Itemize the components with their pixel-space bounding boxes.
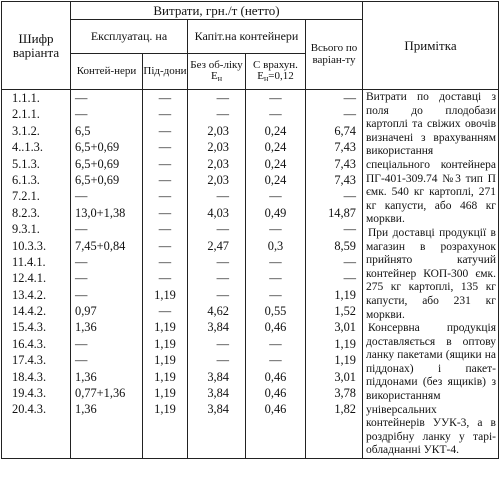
note-paragraph: Консервна продукція доставляється в оптову ланку пакетами (ящики на піддонах) і пакет-піддонами (без ящиків) з використанням універсальних контейнерів УУК-3, а в роздрібну ланку у тарі-обладнанні УКТ-4. bbox=[366, 322, 496, 457]
header-code: Шифр варіанта bbox=[2, 2, 71, 90]
cell-without: 2,03 bbox=[207, 156, 229, 171]
header-total: Всього по варіан-ту bbox=[306, 20, 363, 90]
cell-pallets: — bbox=[158, 254, 172, 269]
cell-pallets: 1,19 bbox=[154, 402, 176, 417]
cell-code: 15.4.3. bbox=[12, 320, 47, 335]
notes-cell bbox=[363, 90, 499, 459]
cell-without: — bbox=[216, 222, 229, 237]
cell-pallets: 1,19 bbox=[154, 369, 176, 384]
cell-total: 1,82 bbox=[334, 402, 356, 417]
col-code bbox=[2, 90, 71, 459]
cell-containers: 1,36 bbox=[75, 402, 97, 417]
cost-table bbox=[1, 1, 499, 459]
cell-with: 0,24 bbox=[264, 172, 287, 187]
cell-containers: 0,77+1,36 bbox=[75, 386, 126, 401]
col-capital-with bbox=[246, 90, 306, 459]
cell-without: — bbox=[216, 189, 229, 204]
cell-with: — bbox=[269, 107, 282, 122]
cell-without: — bbox=[216, 91, 229, 105]
cell-total: 3,01 bbox=[334, 320, 356, 335]
cell-with: — bbox=[269, 91, 282, 105]
capital-with-sub: н bbox=[263, 74, 269, 84]
cell-total: 3,01 bbox=[334, 369, 356, 384]
cell-pallets: 1,19 bbox=[154, 386, 176, 401]
cell-pallets: — bbox=[158, 189, 172, 204]
cell-code: 2.1.1. bbox=[12, 107, 40, 122]
cell-pallets: — bbox=[158, 123, 172, 138]
cell-with: 0,24 bbox=[264, 156, 287, 171]
cell-with: 0,49 bbox=[264, 205, 287, 220]
cell-with: 0,24 bbox=[264, 123, 287, 138]
cell-total: — bbox=[343, 222, 356, 237]
cell-total: — bbox=[343, 271, 356, 286]
cell-code: 20.4.3. bbox=[12, 402, 47, 417]
cell-with: 0,46 bbox=[264, 320, 287, 335]
cell-code: 1.1.1. bbox=[12, 91, 40, 105]
cell-containers: 13,0+1,38 bbox=[75, 205, 126, 220]
header-note: Примітка bbox=[363, 2, 499, 90]
cell-with: 0,24 bbox=[264, 140, 287, 155]
cell-total: 1,19 bbox=[334, 353, 356, 368]
cell-with: 0,46 bbox=[264, 369, 287, 384]
cell-code: 18.4.3. bbox=[12, 369, 47, 384]
cell-without: — bbox=[216, 254, 229, 269]
cell-containers: — bbox=[75, 189, 88, 204]
header-capital: Капіт.на контейнери bbox=[188, 20, 306, 54]
cell-without: — bbox=[216, 336, 229, 351]
cell-total: 1,19 bbox=[334, 287, 356, 302]
cell-containers: — bbox=[75, 254, 88, 269]
cell-without: 4,62 bbox=[207, 304, 229, 319]
cell-total: — bbox=[343, 107, 356, 122]
cell-containers: 1,36 bbox=[75, 320, 97, 335]
cell-code: 11.4.1. bbox=[12, 254, 46, 269]
cell-with: — bbox=[269, 222, 282, 237]
col-pallets bbox=[143, 90, 188, 459]
cell-pallets: — bbox=[158, 156, 172, 171]
cell-without: 3,84 bbox=[207, 369, 229, 384]
cell-without: 2,03 bbox=[207, 123, 229, 138]
cell-containers: 6,5+0,69 bbox=[75, 172, 120, 187]
cell-containers: 1,36 bbox=[75, 369, 97, 384]
header-costs-group: Витрати, грн./т (нетто) bbox=[71, 2, 363, 20]
col-capital-without bbox=[188, 90, 246, 459]
cell-code: 3.1.2. bbox=[12, 123, 40, 138]
cell-code: 4..1.3. bbox=[12, 140, 43, 155]
cell-without: 2,47 bbox=[207, 238, 229, 253]
cell-code: 17.4.3. bbox=[12, 353, 47, 368]
capital-without-sub: н bbox=[217, 74, 222, 84]
header-operational: Експлуатац. на bbox=[71, 20, 188, 54]
cell-pallets: 1,19 bbox=[154, 287, 176, 302]
cell-pallets: 1,19 bbox=[154, 353, 176, 368]
cell-code: 7.2.1. bbox=[12, 189, 40, 204]
cell-without: 3,84 bbox=[207, 386, 229, 401]
cell-total: 7,43 bbox=[334, 172, 356, 187]
cell-code: 19.4.3. bbox=[12, 386, 47, 401]
cell-with: 0,46 bbox=[264, 402, 287, 417]
capital-with-label: С врахун. Е bbox=[253, 58, 298, 83]
cell-total: 7,43 bbox=[334, 156, 356, 171]
cell-total: 3,78 bbox=[334, 386, 356, 401]
cell-containers: — bbox=[75, 107, 88, 122]
cell-containers: — bbox=[75, 287, 88, 302]
cell-code: 8.2.3. bbox=[12, 205, 40, 220]
cell-code: 16.4.3. bbox=[12, 336, 47, 351]
cell-with: 0,3 bbox=[267, 238, 284, 253]
cell-code: 5.1.3. bbox=[12, 156, 40, 171]
cell-without: 3,84 bbox=[207, 320, 229, 335]
cell-total: — bbox=[343, 254, 356, 269]
cell-without: 2,03 bbox=[207, 172, 229, 187]
cell-pallets: 1,19 bbox=[154, 320, 176, 335]
cell-containers: 6,5+0,69 bbox=[75, 140, 120, 155]
cell-with: — bbox=[269, 271, 282, 286]
cell-code: 6.1.3. bbox=[12, 172, 40, 187]
cell-with: — bbox=[269, 353, 282, 368]
cell-pallets: — bbox=[158, 205, 172, 220]
cell-pallets: — bbox=[158, 91, 172, 105]
cell-without: — bbox=[216, 107, 229, 122]
cell-pallets: — bbox=[158, 140, 172, 155]
cell-pallets: — bbox=[158, 238, 172, 253]
capital-without-label: Без об-ліку Е bbox=[190, 58, 243, 83]
cell-containers: 0,97 bbox=[75, 304, 97, 319]
cell-without: — bbox=[216, 287, 229, 302]
col-total bbox=[306, 90, 363, 459]
cell-containers: — bbox=[75, 271, 88, 286]
cell-without: — bbox=[216, 271, 229, 286]
cell-without: 4,03 bbox=[207, 205, 229, 220]
note-paragraph: При доставці продукції в магазин в розрахунок прийнято катучий контейнер КОП-300 ємк. 275 кг картоплі, 135 кг капусти, або 231 кг моркви. bbox=[366, 226, 496, 321]
cell-with: — bbox=[269, 254, 282, 269]
cell-code: 12.4.1. bbox=[12, 271, 47, 286]
cell-total: 1,52 bbox=[334, 304, 356, 319]
cell-containers: — bbox=[75, 91, 88, 105]
cell-with: — bbox=[269, 336, 282, 351]
cell-without: 2,03 bbox=[207, 140, 229, 155]
capital-with-value: =0,12 bbox=[268, 70, 294, 83]
cell-total: — bbox=[343, 189, 356, 204]
cell-containers: 6,5 bbox=[75, 123, 91, 138]
cell-pallets: — bbox=[158, 172, 172, 187]
header-containers: Контей-нери bbox=[71, 54, 143, 90]
cell-pallets: — bbox=[158, 222, 172, 237]
cell-containers: 6,5+0,69 bbox=[75, 156, 120, 171]
cell-code: 10.3.3. bbox=[12, 238, 47, 253]
cell-total: 14,87 bbox=[328, 205, 356, 220]
cell-containers: — bbox=[75, 336, 88, 351]
cell-total: 1,19 bbox=[334, 336, 356, 351]
cell-with: 0,55 bbox=[264, 304, 287, 319]
cell-code: 14.4.2. bbox=[12, 304, 47, 319]
cell-with: 0,46 bbox=[264, 386, 287, 401]
cell-pallets: — bbox=[158, 271, 172, 286]
cell-total: 7,43 bbox=[334, 140, 356, 155]
cell-pallets: — bbox=[158, 304, 172, 319]
cell-containers: — bbox=[75, 222, 88, 237]
header-pallets: Під-дони bbox=[143, 54, 188, 90]
cell-total: 8,59 bbox=[334, 238, 356, 253]
cell-code: 13.4.2. bbox=[12, 287, 47, 302]
header-capital-with bbox=[246, 54, 306, 90]
col-containers bbox=[71, 90, 143, 459]
cell-containers: — bbox=[75, 353, 88, 368]
cell-code: 9.3.1. bbox=[12, 222, 40, 237]
cell-containers: 7,45+0,84 bbox=[75, 238, 126, 253]
cell-pallets: — bbox=[158, 107, 172, 122]
cell-pallets: 1,19 bbox=[154, 336, 176, 351]
note-paragraph: Витрати по доставці з поля до плодобази картоплі та свіжих овочів визначені з врахуванням використання спеціального контейнера ПГ-401-309.74 №3 тип П ємк. 540 кг картоплі, 271 кг капусти, або 468 кг моркви. bbox=[366, 91, 496, 226]
cell-with: — bbox=[269, 189, 282, 204]
header-capital-without bbox=[188, 54, 246, 90]
cell-total: 6,74 bbox=[334, 123, 356, 138]
cell-without: 3,84 bbox=[207, 402, 229, 417]
cell-with: — bbox=[269, 287, 282, 302]
cell-without: — bbox=[216, 353, 229, 368]
cell-total: — bbox=[343, 91, 356, 105]
